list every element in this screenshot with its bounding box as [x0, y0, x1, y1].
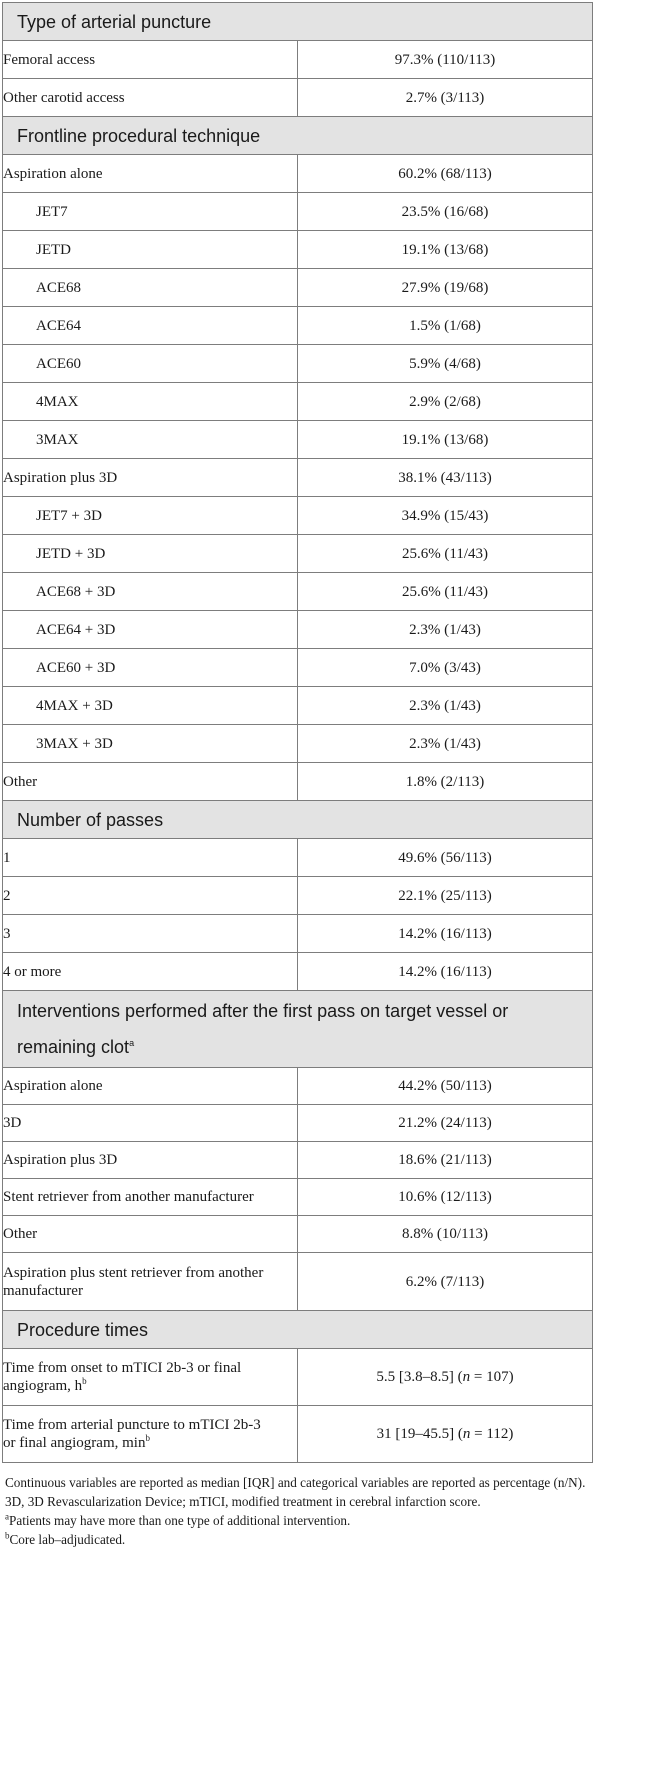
row-value: 19.1% (13/68): [298, 421, 593, 459]
row-value: 1.5% (1/68): [298, 307, 593, 345]
row-value: 14.2% (16/113): [298, 953, 593, 991]
procedural-results-table: [2, 2, 593, 1463]
row-value: 25.6% (11/43): [298, 573, 593, 611]
row-value: 6.2% (7/113): [298, 1253, 593, 1311]
row-label: Aspiration plus 3D: [3, 459, 298, 497]
row-value: 5.9% (4/68): [298, 345, 593, 383]
table-row: [3, 269, 593, 307]
section-header-arterial-puncture: [3, 3, 593, 41]
footnote-marker: b: [82, 1376, 87, 1386]
row-label: Aspiration alone: [3, 1068, 298, 1105]
table-row: [3, 1406, 593, 1463]
footnote-general: Continuous variables are reported as median [IQR] and categorical variables are reported as percentage (n/N).: [5, 1475, 586, 1490]
row-value: 97.3% (110/113): [298, 41, 593, 79]
row-value: 10.6% (12/113): [298, 1179, 593, 1216]
row-label: 3MAX: [3, 421, 298, 459]
row-value: 2.9% (2/68): [298, 383, 593, 421]
footnote-b-text: Core lab–adjudicated.: [9, 1532, 126, 1547]
table-row: [3, 611, 593, 649]
row-value: 34.9% (15/43): [298, 497, 593, 535]
row-value: 14.2% (16/113): [298, 915, 593, 953]
footnote-marker: b: [5, 1530, 10, 1541]
row-label: 3: [3, 915, 298, 953]
row-label: 4MAX + 3D: [3, 687, 298, 725]
row-label: [3, 1349, 298, 1406]
row-label: Aspiration alone: [3, 155, 298, 193]
row-label: ACE60 + 3D: [3, 649, 298, 687]
value-median: 5.5 [3.8–8.5] (: [376, 1369, 463, 1385]
section-title: Number of passes: [3, 801, 593, 839]
table-row: [3, 535, 593, 573]
table-row: [3, 231, 593, 269]
section-header-interventions-after-first-pass: [3, 991, 593, 1068]
section-title-text: Interventions performed after the first pass on target vessel or remaining clot: [17, 1001, 509, 1057]
table-row: [3, 155, 593, 193]
row-label: 2: [3, 877, 298, 915]
row-value: 2.7% (3/113): [298, 79, 593, 117]
row-label: JETD + 3D: [3, 535, 298, 573]
table-row: [3, 421, 593, 459]
table-row: [3, 915, 593, 953]
table-row: [3, 877, 593, 915]
row-label-text: Time from onset to mTICI 2b-3 or final angiogram, h: [3, 1360, 242, 1394]
row-value: 2.3% (1/43): [298, 687, 593, 725]
table-row: [3, 79, 593, 117]
row-value: [298, 1406, 593, 1463]
footnote-marker: a: [5, 1511, 9, 1522]
row-label: Other: [3, 1216, 298, 1253]
row-label: ACE64 + 3D: [3, 611, 298, 649]
footnote-a: [5, 1511, 596, 1530]
table-row: [3, 1068, 593, 1105]
section-title: [3, 991, 593, 1068]
row-label: Femoral access: [3, 41, 298, 79]
footnote-marker: a: [129, 1038, 135, 1048]
row-value: 2.3% (1/43): [298, 725, 593, 763]
row-label: Aspiration plus stent retriever from another manufacturer: [3, 1253, 298, 1311]
row-value: 21.2% (24/113): [298, 1105, 593, 1142]
row-value: 49.6% (56/113): [298, 839, 593, 877]
row-value: 7.0% (3/43): [298, 649, 593, 687]
row-label: 3D: [3, 1105, 298, 1142]
row-label: ACE60: [3, 345, 298, 383]
table-row: [3, 383, 593, 421]
row-value: 38.1% (43/113): [298, 459, 593, 497]
value-n-symbol: n: [462, 1369, 471, 1385]
footnote-b: [5, 1530, 596, 1549]
table-row: [3, 497, 593, 535]
table-row: [3, 1349, 593, 1406]
table-row: [3, 839, 593, 877]
row-label: Stent retriever from another manufacturer: [3, 1179, 298, 1216]
row-value: 23.5% (16/68): [298, 193, 593, 231]
row-value: 27.9% (19/68): [298, 269, 593, 307]
row-label-text: Time from arterial puncture to mTICI 2b-3 or final angiogram, min: [3, 1417, 261, 1451]
table-row: [3, 953, 593, 991]
table-row: [3, 459, 593, 497]
section-title: Procedure times: [3, 1311, 593, 1349]
row-label: JET7: [3, 193, 298, 231]
footnote-abbreviations: 3D, 3D Revascularization Device; mTICI, modified treatment in cerebral infarction score.: [5, 1494, 481, 1509]
table-row: [3, 307, 593, 345]
table-footnotes: [2, 1473, 596, 1549]
table-row: [3, 649, 593, 687]
table-row: [3, 345, 593, 383]
row-value: 19.1% (13/68): [298, 231, 593, 269]
value-median: 31 [19–45.5] (: [376, 1426, 463, 1442]
table-row: [3, 763, 593, 801]
row-value: 22.1% (25/113): [298, 877, 593, 915]
row-label: 3MAX + 3D: [3, 725, 298, 763]
table-row: [3, 1216, 593, 1253]
section-header-frontline-technique: [3, 117, 593, 155]
footnote-a-text: Patients may have more than one type of additional intervention.: [9, 1513, 351, 1528]
row-value: 60.2% (68/113): [298, 155, 593, 193]
row-label: Aspiration plus 3D: [3, 1142, 298, 1179]
row-value: [298, 1349, 593, 1406]
value-n-symbol: n: [462, 1426, 471, 1442]
section-header-number-of-passes: [3, 801, 593, 839]
row-label: Other carotid access: [3, 79, 298, 117]
table-row: [3, 1253, 593, 1311]
row-label: ACE64: [3, 307, 298, 345]
table-row: [3, 1179, 593, 1216]
results-table-container: [2, 0, 593, 1549]
row-label: 1: [3, 839, 298, 877]
row-label: Other: [3, 763, 298, 801]
row-value: 8.8% (10/113): [298, 1216, 593, 1253]
row-label: 4 or more: [3, 953, 298, 991]
section-title: Type of arterial puncture: [3, 3, 593, 41]
row-label: ACE68 + 3D: [3, 573, 298, 611]
value-n-count: = 112): [470, 1426, 514, 1442]
row-value: 25.6% (11/43): [298, 535, 593, 573]
table-row: [3, 687, 593, 725]
row-value: 18.6% (21/113): [298, 1142, 593, 1179]
section-title: Frontline procedural technique: [3, 117, 593, 155]
table-row: [3, 1105, 593, 1142]
row-label: 4MAX: [3, 383, 298, 421]
table-row: [3, 725, 593, 763]
value-n-count: = 107): [470, 1369, 514, 1385]
section-header-procedure-times: [3, 1311, 593, 1349]
row-value: 2.3% (1/43): [298, 611, 593, 649]
row-label: JET7 + 3D: [3, 497, 298, 535]
table-row: [3, 193, 593, 231]
row-label: [3, 1406, 298, 1463]
row-label: ACE68: [3, 269, 298, 307]
row-label: JETD: [3, 231, 298, 269]
table-row: [3, 41, 593, 79]
footnote-marker: b: [145, 1433, 150, 1443]
row-value: 44.2% (50/113): [298, 1068, 593, 1105]
table-row: [3, 573, 593, 611]
row-value: 1.8% (2/113): [298, 763, 593, 801]
table-row: [3, 1142, 593, 1179]
